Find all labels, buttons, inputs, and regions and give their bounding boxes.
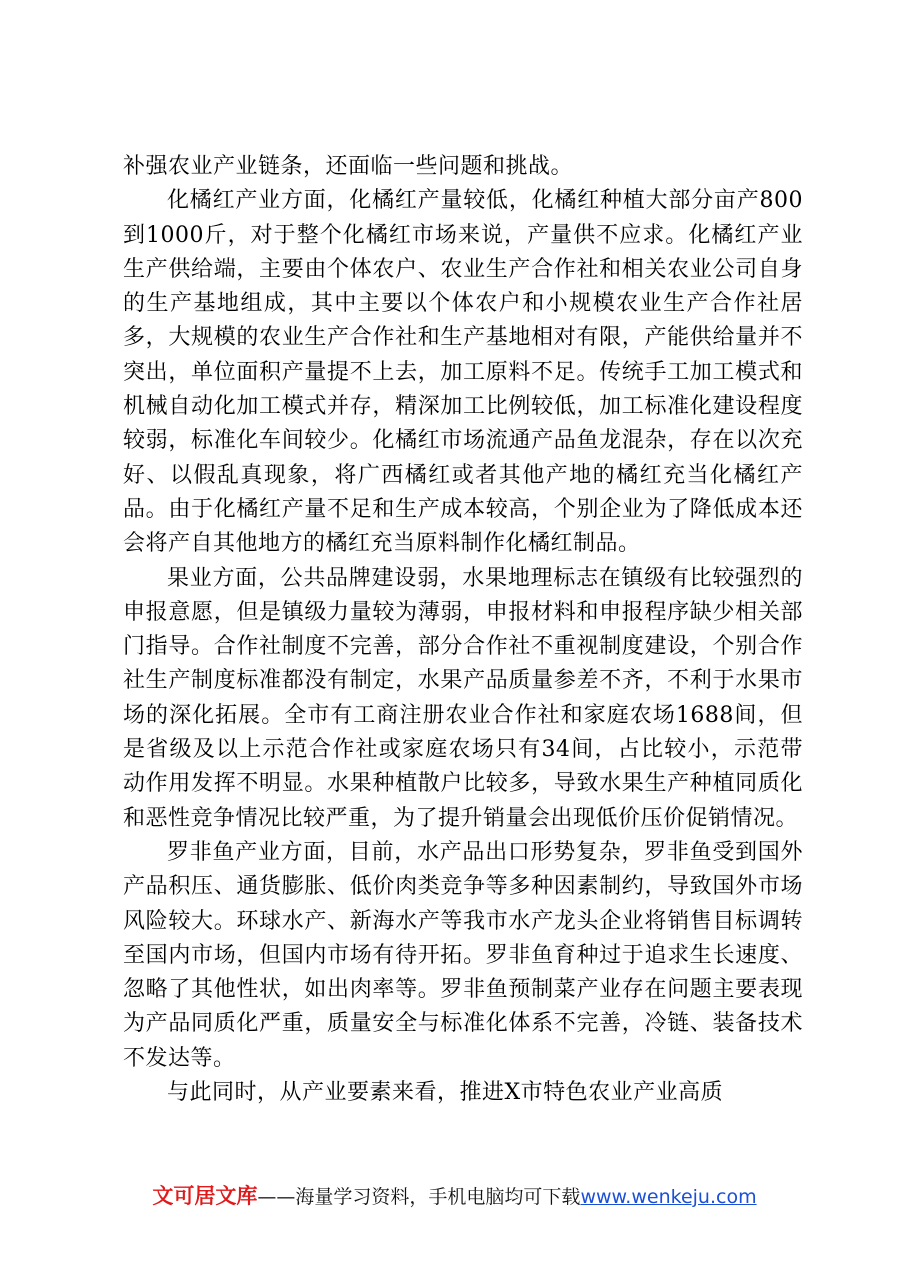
footer-tagline: 海量学习资料，手机电脑均可下载 bbox=[295, 1186, 581, 1208]
page-footer bbox=[0, 1183, 909, 1210]
paragraph-fruit-industry: 果业方面，公共品牌建设弱，水果地理标志在镇级有比较强烈的申报意愿，但是镇级力量较为薄弱，申报材料和申报程序缺少相关部门指导。合作社制度不完善，部分合作社不重视制度建设，个别合作社生产制度标准都没有制定，水果产品质量参差不齐，不利于水果市场的深化拓展。全市有工商注册农业合作社和家庭农场1688间，但是省级及以上示范合作社或家庭农场只有34间，占比较小，示范带动作用发挥不明显。水果种植散户比较多，导致水果生产种植同质化和恶性竞争情况比较严重，为了提升销量会出现低价压价促销情况。 bbox=[123, 565, 803, 831]
footer-brand: 文可居文库 bbox=[152, 1184, 258, 1208]
footer-url-link[interactable]: www.wenkeju.com bbox=[580, 1186, 757, 1208]
document-body bbox=[123, 150, 803, 1110]
paragraph-huajuhong: 化橘红产业方面，化橘红产量较低，化橘红种植大部分亩产800到1000斤，对于整个化橘红市场来说，产量供不应求。化橘红产业生产供给端，主要由个体农户、农业生产合作社和相关农业公司自身的生产基地组成，其中主要以个体农户和小规模农业生产合作社居多，大规模的农业生产合作社和生产基地相对有限，产能供给量并不突出，单位面积产量提不上去，加工原料不足。传统手工加工模式和机械自动化加工模式并存，精深加工比例较低，加工标准化建设程度较弱，标准化车间较少。化橘红市场流通产品鱼龙混杂，存在以次充好、以假乱真现象，将广西橘红或者其他产地的橘红充当化橘红产品。由于化橘红产量不足和生产成本较高，个别企业为了降低成本还会将产自其他地方的橘红充当原料制作化橘红制品。 bbox=[123, 188, 803, 557]
paragraph-continuation: 补强农业产业链条，还面临一些问题和挑战。 bbox=[123, 154, 574, 179]
paragraph-industry-elements: 与此同时，从产业要素来看，推进X市特色农业产业高质 bbox=[167, 1080, 724, 1106]
paragraph-tilapia-industry: 罗非鱼产业方面，目前，水产品出口形势复杂，罗非鱼受到国外产品积压、通货膨胀、低价肉类竞争等多种因素制约，导致国外市场风险较大。环球水产、新海水产等我市水产龙头企业将销售目标调转至国内市场，但国内市场有待开拓。罗非鱼育种过于追求生长速度、忽略了其他性状，如出肉率等。罗非鱼预制菜产业存在问题主要表现为产品同质化严重，质量安全与标准化体系不完善，冷链、装备技术不发达等。 bbox=[123, 839, 803, 1071]
footer-dash: —— bbox=[257, 1186, 296, 1208]
